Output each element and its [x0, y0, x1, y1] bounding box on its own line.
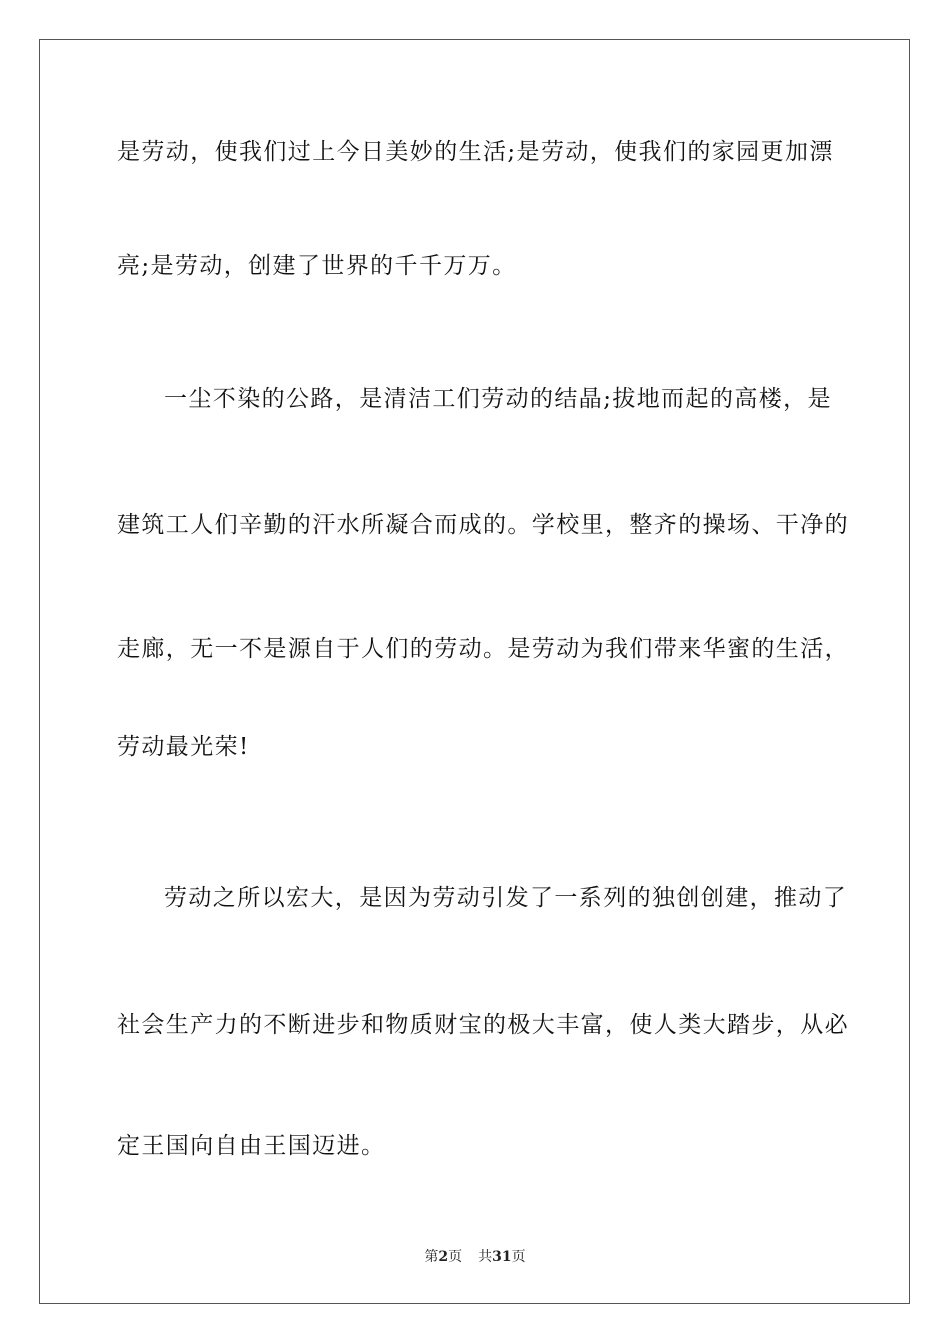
paragraph-2-line-2: 建筑工人们辛勤的汗水所凝合而成的。学校里，整齐的操场、干净的 [117, 512, 849, 538]
page-frame [39, 39, 910, 1304]
footer-page-suffix: 页 [448, 1249, 463, 1265]
footer-page-prefix: 第 [424, 1249, 439, 1265]
paragraph-3-line-1: 劳动之所以宏大，是因为劳动引发了一系列的独创创建，推动了 [164, 885, 848, 911]
paragraph-3-line-3: 定王国向自由王国迈进。 [117, 1133, 386, 1159]
footer-total-prefix: 共 [478, 1249, 493, 1265]
footer-page-number: 2 [438, 1249, 449, 1265]
paragraph-1-line-1: 是劳动，使我们过上今日美妙的生活;是劳动，使我们的家园更加漂 [117, 139, 834, 165]
page-footer [0, 1248, 950, 1266]
footer-total-suffix: 页 [511, 1249, 526, 1265]
paragraph-1-line-2: 亮;是劳动，创建了世界的千千万万。 [117, 253, 517, 279]
paragraph-2-line-1: 一尘不染的公路，是清洁工们劳动的结晶;拔地而起的高楼，是 [164, 386, 832, 412]
footer-total-pages: 31 [492, 1249, 512, 1265]
paragraph-2-line-4: 劳动最光荣! [117, 734, 250, 760]
paragraph-3-line-2: 社会生产力的不断进步和物质财宝的极大丰富，使人类大踏步，从必 [117, 1012, 849, 1038]
paragraph-2-line-3: 走廊，无一不是源自于人们的劳动。是劳动为我们带来华蜜的生活， [117, 636, 849, 662]
